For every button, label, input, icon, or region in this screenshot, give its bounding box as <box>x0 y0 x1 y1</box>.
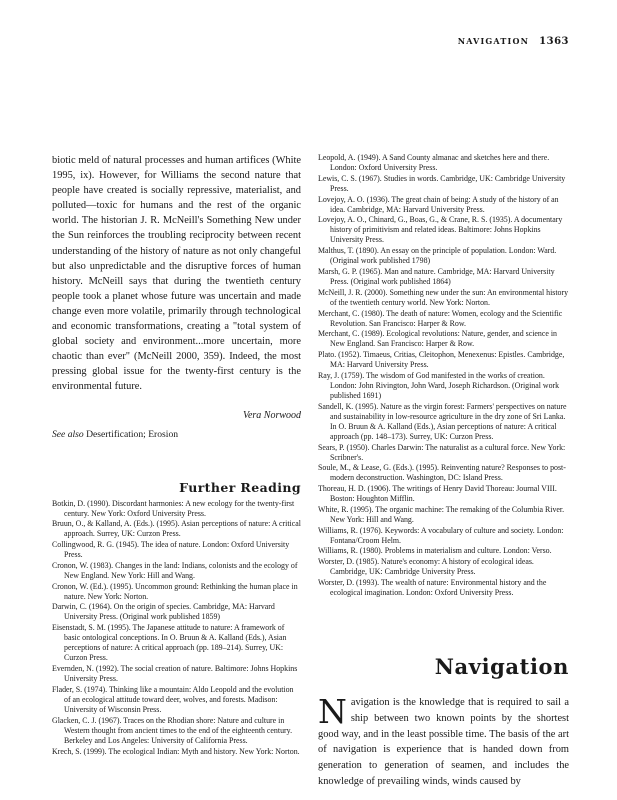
article-author: Vera Norwood <box>242 409 301 421</box>
reference-item: Marsh, G. P. (1965). Man and nature. Cambridge, MA: Harvard University Press. (Original work published 1864) <box>318 266 555 286</box>
page-number: 1363 <box>539 36 569 47</box>
reference-item: Merchant, C. (1980). The death of nature: Women, ecology and the Scientific Revolution. San Francisco: Harper & Row. <box>318 308 563 328</box>
reference-item: Krech, S. (1999). The ecological Indian: Myth and history. New York: Norton. <box>52 746 300 756</box>
reference-item: Lovejoy, A. O., Chinard, G., Boas, G., & Crane, R. S. (1935). A documentary history of primitivism and related ideas. Baltimore: Johns Hopkins University Press. <box>318 215 563 245</box>
right-column <box>318 153 569 790</box>
reference-list-right <box>318 153 569 598</box>
reference-item: Ray, J. (1759). The wisdom of God manifested in the works of creation. London: John Rivington, John Ward, Joseph Richardson. (Original work published 1691) <box>318 370 560 400</box>
reference-item: Collingwood, R. G. (1945). The idea of nature. London: Oxford University Press. <box>52 540 290 560</box>
reference-item: Sandell, K. (1995). Nature as the virgin forest: Farmers' perspectives on nature and sustainability in low-resource agriculture in the dry zone of Sri Lanka. In O. Bruun & A. Kalland (Eds.), Asian perceptions of nature: A critical approach (pp. 148–173). Surrey, UK: Curzon Press. <box>318 401 567 441</box>
see-also-items: Desertification; Erosion <box>86 428 179 440</box>
see-also <box>52 429 301 440</box>
reference-item: Eisenstadt, S. M. (1995). The Japanese attitude to nature: A framework of basic ontological conceptions. In O. Bruun & A. Kalland (Eds.), Asian perceptions of nature: A critical approach (pp. 189–214). Surrey, UK: Curzon Press. <box>52 623 287 663</box>
reference-item: Merchant, C. (1989). Ecological revolutions: Nature, gender, and science in New England. San Francisco: Harper & Row. <box>318 329 557 349</box>
left-column <box>52 153 301 757</box>
reference-item: Flader, S. (1974). Thinking like a mountain: Aldo Leopold and the evolution of an ecological attitude toward deer, wolves, and forests. Madison: University of Wisconsin Press. <box>52 684 294 714</box>
reference-item: Sears, P. (1950). Charles Darwin: The naturalist as a cultural force. New York: Scribner's. <box>318 442 566 462</box>
reference-item: Cronon, W. (Ed.). (1995). Uncommon ground: Rethinking the human place in nature. New York: Norton. <box>52 581 298 601</box>
reference-item: Cronon, W. (1983). Changes in the land: Indians, colonists and the ecology of New England. New York: Hill and Wang. <box>52 560 298 580</box>
reference-list-left <box>52 499 301 757</box>
reference-item: Leopold, A. (1949). A Sand County almanac and sketches here and there. London: Oxford University Press. <box>318 153 550 173</box>
reference-item: Lovejoy, A. O. (1936). The great chain of being: A study of the history of an idea. Cambridge, MA: Harvard University Press. <box>318 194 559 214</box>
running-header <box>458 36 569 47</box>
entry-body <box>318 692 569 790</box>
reference-item: Lewis, C. S. (1967). Studies in words. Cambridge, UK: Cambridge University Press. <box>318 173 566 193</box>
reference-item: Glacken, C. J. (1967). Traces on the Rhodian shore: Nature and culture in Western thought from ancient times to the end of the eighteenth century. Berkeley and Los Angeles: University of California Press. <box>52 715 293 745</box>
article-body: biotic meld of natural processes and human artifices (White 1995, ix). However, for Williams the second nature that people have created is socially repressive, materialist, and polluted—toxic for humans and the rest of the organic world. The historian J. R. McNeill's Something New under the Sun reinforces the troubling reciprocity between recent understanding of the history of nature as not only changeful but also unpredictable and the disruptive forces of human history. McNeill says that during the twentieth century people took a planet whose future was uncertain and made change even more volatile, primarily through technological and economic transformations, creating a "total system of global society and environment...more uncertain, more chaotic than ever" (McNeill 2000, 359). Indeed, the most pressing global issue for the twenty-first century is the environmental future. <box>52 155 301 393</box>
see-also-label: See also <box>52 428 84 440</box>
reference-item: Worster, D. (1993). The wealth of nature: Environmental history and the ecological imagination. London: Oxford University Press. <box>318 577 547 598</box>
entry-body-text: avigation is the knowledge that is required to sail a ship between two known points by the shortest good way, and in the least possible time. The basis of the art of navigation is experience that is handed down from generation to generation of seamen, and includes the knowledge of prevailing winds, winds caused by <box>318 697 569 788</box>
reference-item: Bruun, O., & Kalland, A. (Eds.). (1995). Asian perceptions of nature: A critical approach. Surrey, UK: Curzon Press. <box>52 519 301 539</box>
reference-item: Worster, D. (1985). Nature's economy: A history of ecological ideas. Cambridge, UK: Cambridge University Press. <box>318 557 534 577</box>
entry-title: Navigation <box>434 654 569 680</box>
reference-item: Darwin, C. (1964). On the origin of species. Cambridge, MA: Harvard University Press. (Original work published 1859) <box>52 602 275 622</box>
reference-item: Williams, R. (1980). Problems in materialism and culture. London: Verso. <box>318 546 552 556</box>
reference-item: Botkin, D. (1990). Discordant harmonies: A new ecology for the twenty-first century. New York: Oxford University Press. <box>52 498 295 518</box>
reference-item: White, R. (1995). The organic machine: The remaking of the Columbia River. New York: Hill and Wang. <box>318 504 565 524</box>
reference-item: Plato. (1952). Timaeus, Critias, Cleitophon, Menexenus: Epistles. Cambridge, MA: Harvard University Press. <box>318 350 565 370</box>
further-reading-heading: Further Reading <box>179 479 301 495</box>
reference-item: McNeill, J. R. (2000). Something new under the sun: An environmental history of the twentieth century world. New York: Norton. <box>318 287 569 307</box>
reference-item: Evernden, N. (1992). The social creation of nature. Baltimore: Johns Hopkins University Press. <box>52 664 298 684</box>
reference-item: Malthus, T. (1890). An essay on the principle of population. London: Ward. (Original work published 1798) <box>318 246 557 266</box>
running-header-section: NAVIGATION <box>457 36 530 46</box>
reference-item: Thoreau, H. D. (1906). The writings of Henry David Thoreau: Journal VIII. Boston: Houghton Mifflin. <box>318 484 557 504</box>
drop-cap: N <box>318 692 347 732</box>
reference-item: Soule, M., & Lease, G. (Eds.). (1995). Reinventing nature? Responses to post-modern deconstruction. Washington, DC: Island Press. <box>318 463 566 483</box>
reference-item: Williams, R. (1976). Keywords: A vocabulary of culture and society. London: Fontana/Croom Helm. <box>318 525 564 545</box>
